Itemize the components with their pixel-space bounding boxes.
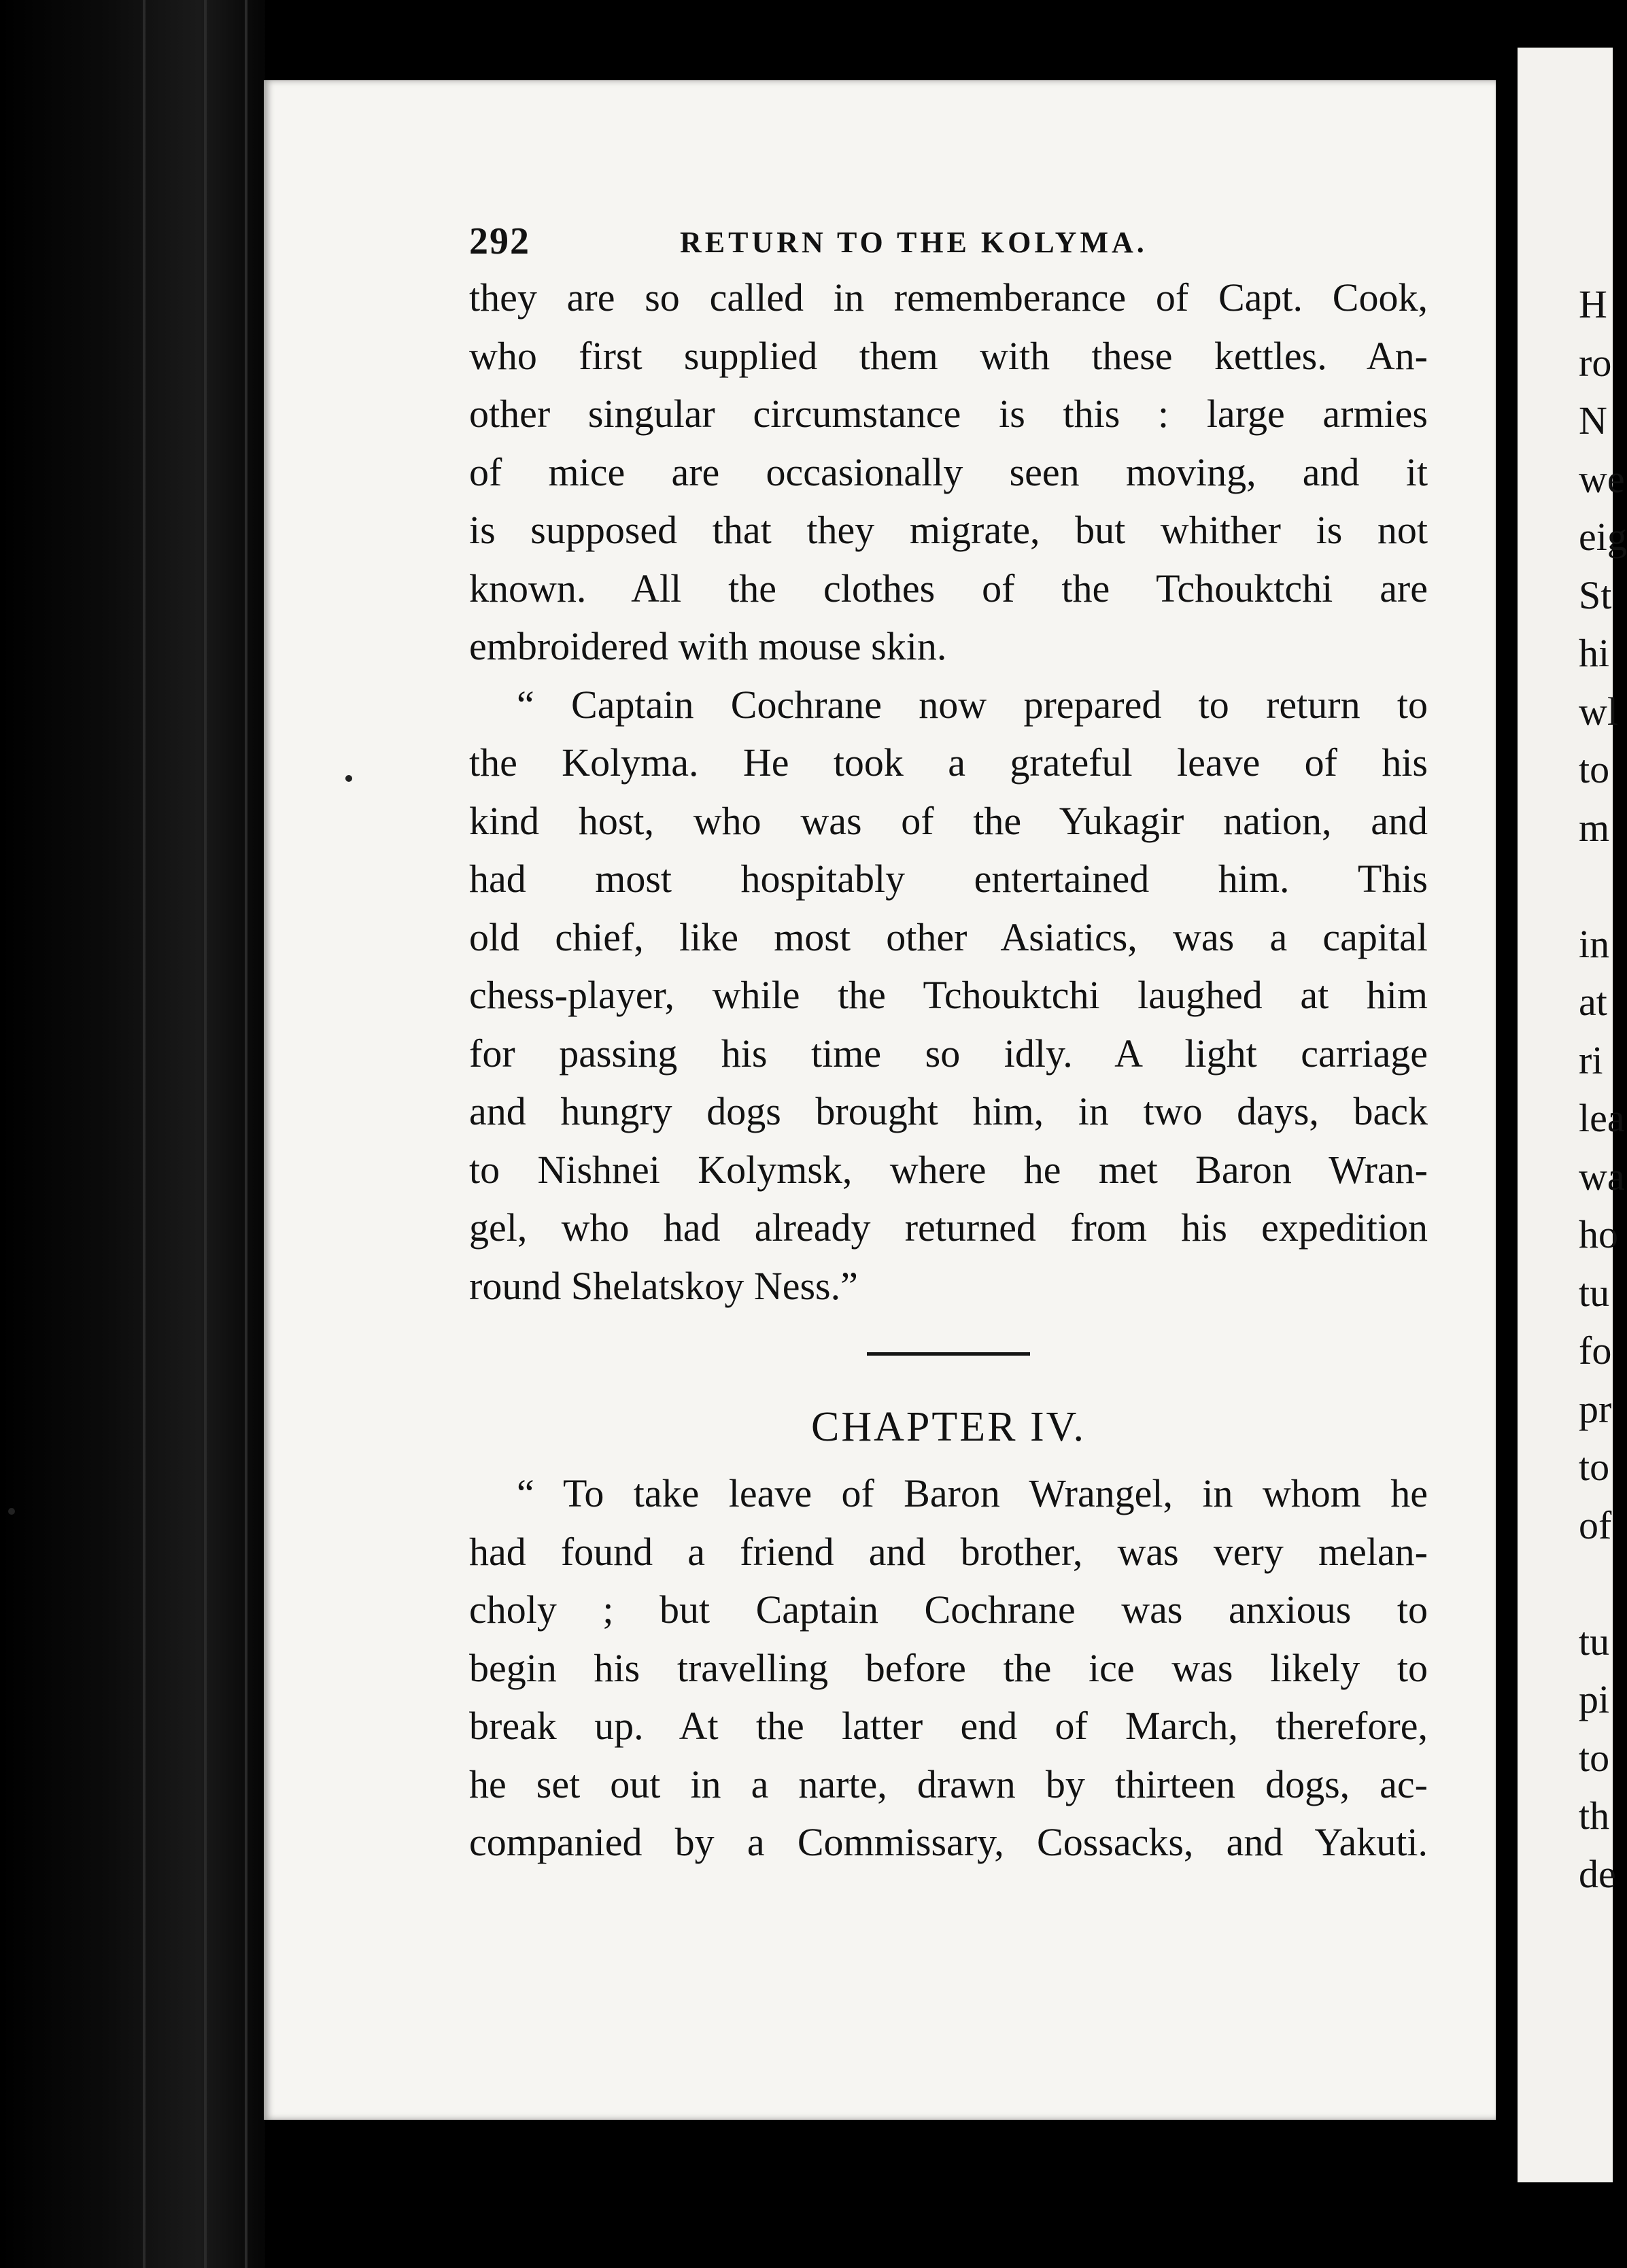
running-head (469, 214, 1428, 269)
right-page-fragment: to (1579, 747, 1610, 791)
right-page-fragment (1579, 1554, 1627, 1613)
right-page-edge (1518, 48, 1627, 2182)
print-speck (345, 775, 352, 782)
text-line: known. All the clothes of the Tchouktchi are (469, 566, 1428, 611)
right-page-fragment: eig (1579, 515, 1627, 559)
text-line: break up. At the latter end of March, therefore, (469, 1704, 1428, 1748)
right-page-fragment: ri (1579, 1037, 1603, 1082)
spine-edge-line (143, 0, 145, 2268)
text-line: and hungry dogs brought him, in two days, back (469, 1089, 1428, 1133)
right-page-fragment: to (1579, 1445, 1610, 1489)
text-line: is supposed that they migrate, but whither is not (469, 508, 1428, 552)
text-line: round Shelatskoy Ness.” (469, 1263, 858, 1308)
text-line: had most hospitably entertained him. This (469, 857, 1428, 901)
text-line: they are so called in rememberance of Capt. Cook, (469, 275, 1428, 320)
text-line: chess-player, while the Tchouktchi laughed at him (469, 973, 1428, 1017)
right-page-fragment: ho (1579, 1212, 1618, 1256)
right-page-fragment: pr (1579, 1386, 1612, 1431)
right-page-text-fragments (1579, 275, 1627, 1903)
print-speck (8, 1508, 15, 1515)
spine-edge-line (245, 0, 247, 2268)
text-line: the Kolyma. He took a grateful leave of his (469, 740, 1428, 785)
page-gutter (1496, 48, 1518, 2182)
right-page-fragment: tu (1579, 1619, 1610, 1664)
paragraph-cochrane-return (469, 676, 1428, 1316)
right-page-fragment: lea (1579, 1096, 1625, 1140)
spine-edge-line (204, 0, 207, 2268)
right-page-fragment: in (1579, 921, 1610, 966)
right-page-fragment (1579, 857, 1627, 915)
text-line: he set out in a narte, drawn by thirteen dogs, ac- (469, 1762, 1428, 1806)
right-page-fragment: ro (1579, 340, 1612, 385)
paragraph-chapter-opening (469, 1464, 1428, 1872)
right-page-fragment: at (1579, 980, 1607, 1024)
right-page-fragment: H (1579, 282, 1607, 326)
running-title: RETURN TO THE KOLYMA. (680, 226, 1148, 259)
right-page-fragment: m (1579, 805, 1610, 850)
right-page-fragment: N (1579, 398, 1607, 443)
text-line: of mice are occasionally seen moving, and it (469, 449, 1428, 494)
text-line: embroidered with mouse skin. (469, 624, 947, 668)
text-line: begin his travelling before the ice was likely to (469, 1645, 1428, 1690)
chapter-heading: CHAPTER IV. (811, 1404, 1086, 1450)
paragraph-continued (469, 269, 1428, 676)
right-page-fragment: hi (1579, 631, 1610, 675)
text-line: for passing his time so idly. A light carriage (469, 1031, 1428, 1076)
right-page-fragment: to (1579, 1735, 1610, 1780)
right-page-fragment: pi (1579, 1677, 1610, 1721)
right-page-fragment: tu (1579, 1270, 1610, 1315)
text-line: kind host, who was of the Yukagir nation, and (469, 798, 1428, 843)
text-line: “ To take leave of Baron Wrangel, in whom he (517, 1471, 1428, 1515)
text-line: who first supplied them with these kettles. An- (469, 333, 1428, 378)
page-text-block (469, 214, 1428, 1872)
right-page-fragment: of (1579, 1502, 1612, 1547)
text-line: old chief, like most other Asiatics, was a capital (469, 914, 1428, 959)
right-page-fragment: de (1579, 1851, 1616, 1896)
text-line: other singular circumstance is this : large armies (469, 392, 1428, 436)
right-page-fragment: St (1579, 572, 1612, 617)
text-line: had found a friend and brother, was very melan- (469, 1529, 1428, 1574)
text-line: “ Captain Cochrane now prepared to return to (517, 682, 1428, 727)
right-page-fragment: we (1579, 456, 1625, 501)
text-line: to Nishnei Kolymsk, where he met Baron Wran- (469, 1147, 1428, 1192)
text-line: choly ; but Captain Cochrane was anxious to (469, 1587, 1428, 1632)
book-spine (0, 0, 265, 2268)
right-page-fragment: wl (1579, 689, 1618, 734)
page-number: 292 (469, 220, 530, 262)
section-divider-rule (867, 1352, 1030, 1356)
right-page-fragment: fo (1579, 1328, 1612, 1373)
text-line: companied by a Commissary, Cossacks, and Yakuti. (469, 1820, 1428, 1864)
right-page-fragment: wa (1579, 1154, 1625, 1199)
right-page-fragment: th (1579, 1793, 1610, 1838)
text-line: gel, who had already returned from his expedition (469, 1205, 1428, 1250)
